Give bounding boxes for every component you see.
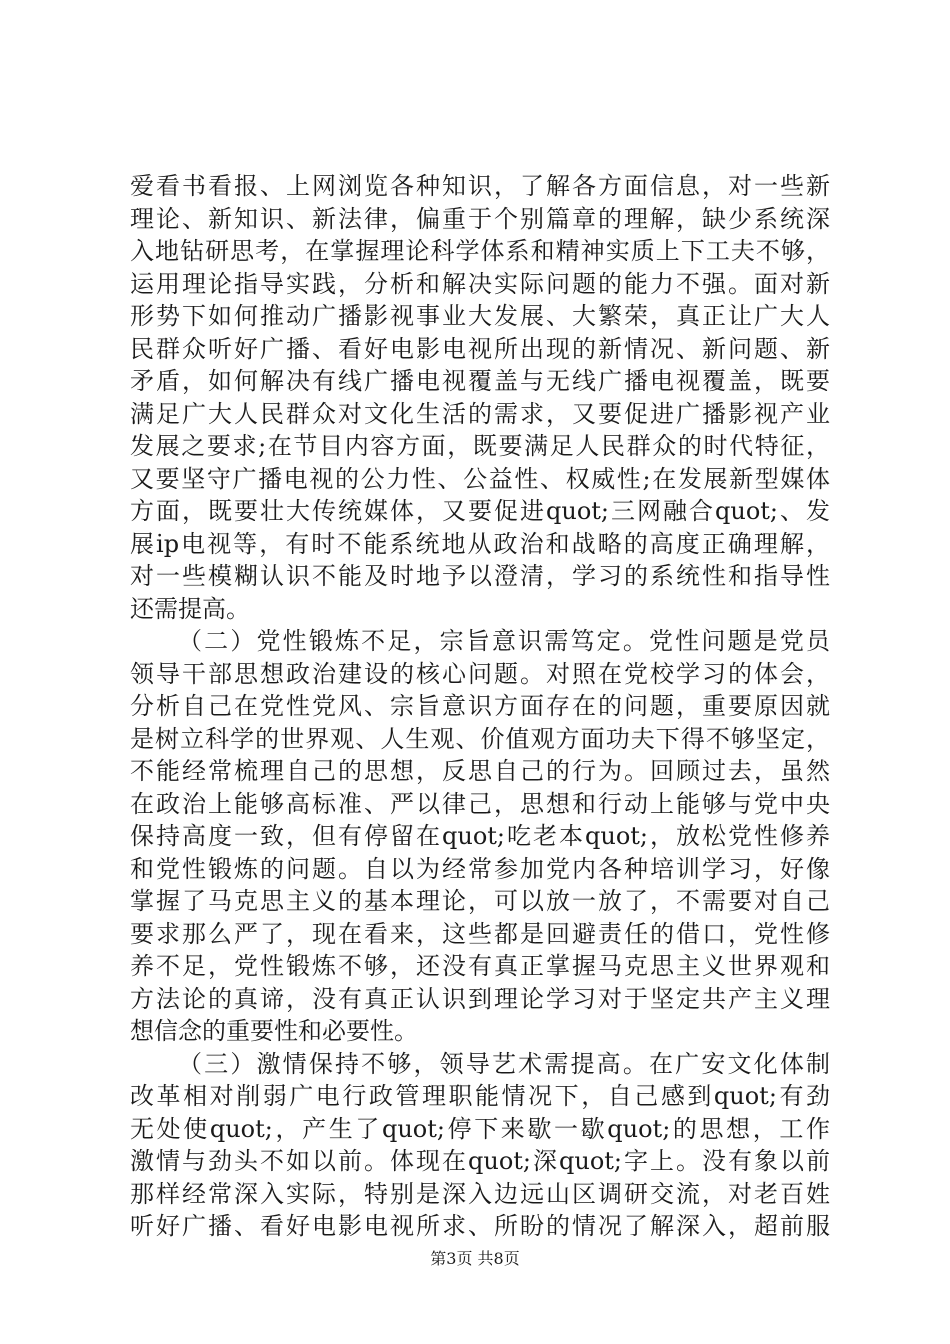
text-line: 又要坚守广播电视的公力性、公益性、权威性;在发展新型媒体: [130, 464, 830, 493]
document-body: [130, 170, 830, 1243]
text-line: 爱看书看报、上网浏览各种知识，了解各方面信息，对一些新: [130, 172, 830, 200]
text-line: 方法论的真谛，没有真正认识到理论学习对于坚定共产主义理: [130, 984, 830, 1013]
text-line: 形势下如何推动广播影视事业大发展、大繁荣，真正让广大人: [130, 302, 830, 330]
text-line: 无处使quot;，产生了quot;停下来歇一歇quot;的思想，工作: [130, 1114, 830, 1143]
text-line: 是树立科学的世界观、人生观、价值观方面功夫下得不够坚定，: [130, 724, 830, 753]
text-line: 领导干部思想政治建设的核心问题。对照在党校学习的体会，: [130, 659, 830, 688]
text-line: 不能经常梳理自己的思想，反思自己的行为。回顾过去，虽然: [130, 757, 830, 785]
paragraph-end-line: 还需提高。: [130, 594, 250, 623]
text-line: 发展之要求;在节目内容方面，既要满足人民群众的时代特征，: [130, 432, 830, 460]
text-line: 矛盾，如何解决有线广播电视覆盖与无线广播电视覆盖，既要: [130, 367, 830, 395]
text-line: 理论、新知识、新法律，偏重于个别篇章的理解，缺少系统深: [130, 204, 830, 233]
paragraph-heading-line: （二）党性锻炼不足，宗旨意识需笃定。党性问题是党员: [178, 627, 830, 655]
text-line: 展ip电视等，有时不能系统地从政治和战略的高度正确理解，: [130, 529, 830, 558]
text-line: 运用理论指导实践，分析和解决实际问题的能力不强。面对新: [130, 269, 830, 298]
text-line: 和党性锻炼的问题。自以为经常参加党内各种培训学习，好像: [130, 854, 830, 883]
text-line: 养不足，党性锻炼不够，还没有真正掌握马克思主义世界观和: [130, 952, 830, 980]
text-line: 分析自己在党性党风、宗旨意识方面存在的问题，重要原因就: [130, 692, 830, 720]
text-line: 改革相对削弱广电行政管理职能情况下，自己感到quot;有劲: [130, 1082, 830, 1110]
text-line: 方面，既要壮大传统媒体，又要促进quot;三网融合quot;、发: [130, 497, 830, 525]
text-line: 那样经常深入实际，特别是深入边远山区调研交流，对老百姓: [130, 1179, 830, 1208]
paragraph-heading-line: （三）激情保持不够，领导艺术需提高。在广安文化体制: [178, 1049, 830, 1078]
text-line: 保持高度一致，但有停留在quot;吃老本quot;，放松党性修养: [130, 822, 830, 850]
text-line: 要求那么严了，现在看来，这些都是回避责任的借口，党性修: [130, 919, 830, 948]
text-line: 掌握了马克思主义的基本理论，可以放一放了，不需要对自己: [130, 887, 830, 915]
text-line: 在政治上能够高标准、严以律己，思想和行动上能够与党中央: [130, 789, 830, 818]
text-line: 激情与劲头不如以前。体现在quot;深quot;字上。没有象以前: [130, 1147, 830, 1175]
text-line: 民群众听好广播、看好电影电视所出现的新情况、新问题、新: [130, 334, 830, 363]
text-line: 入地钻研思考，在掌握理论科学体系和精神实质上下工夫不够，: [130, 237, 830, 265]
text-line: 听好广播、看好电影电视所求、所盼的情况了解深入，超前服: [130, 1212, 830, 1240]
page-number-footer: 第3页 共8页: [430, 1249, 520, 1268]
paragraph-end-line: 想信念的重要性和必要性。: [130, 1017, 418, 1045]
text-line: 满足广大人民群众对文化生活的需求，又要促进广播影视产业: [130, 399, 830, 428]
text-line: 对一些模糊认识不能及时地予以澄清，学习的系统性和指导性: [130, 562, 830, 590]
